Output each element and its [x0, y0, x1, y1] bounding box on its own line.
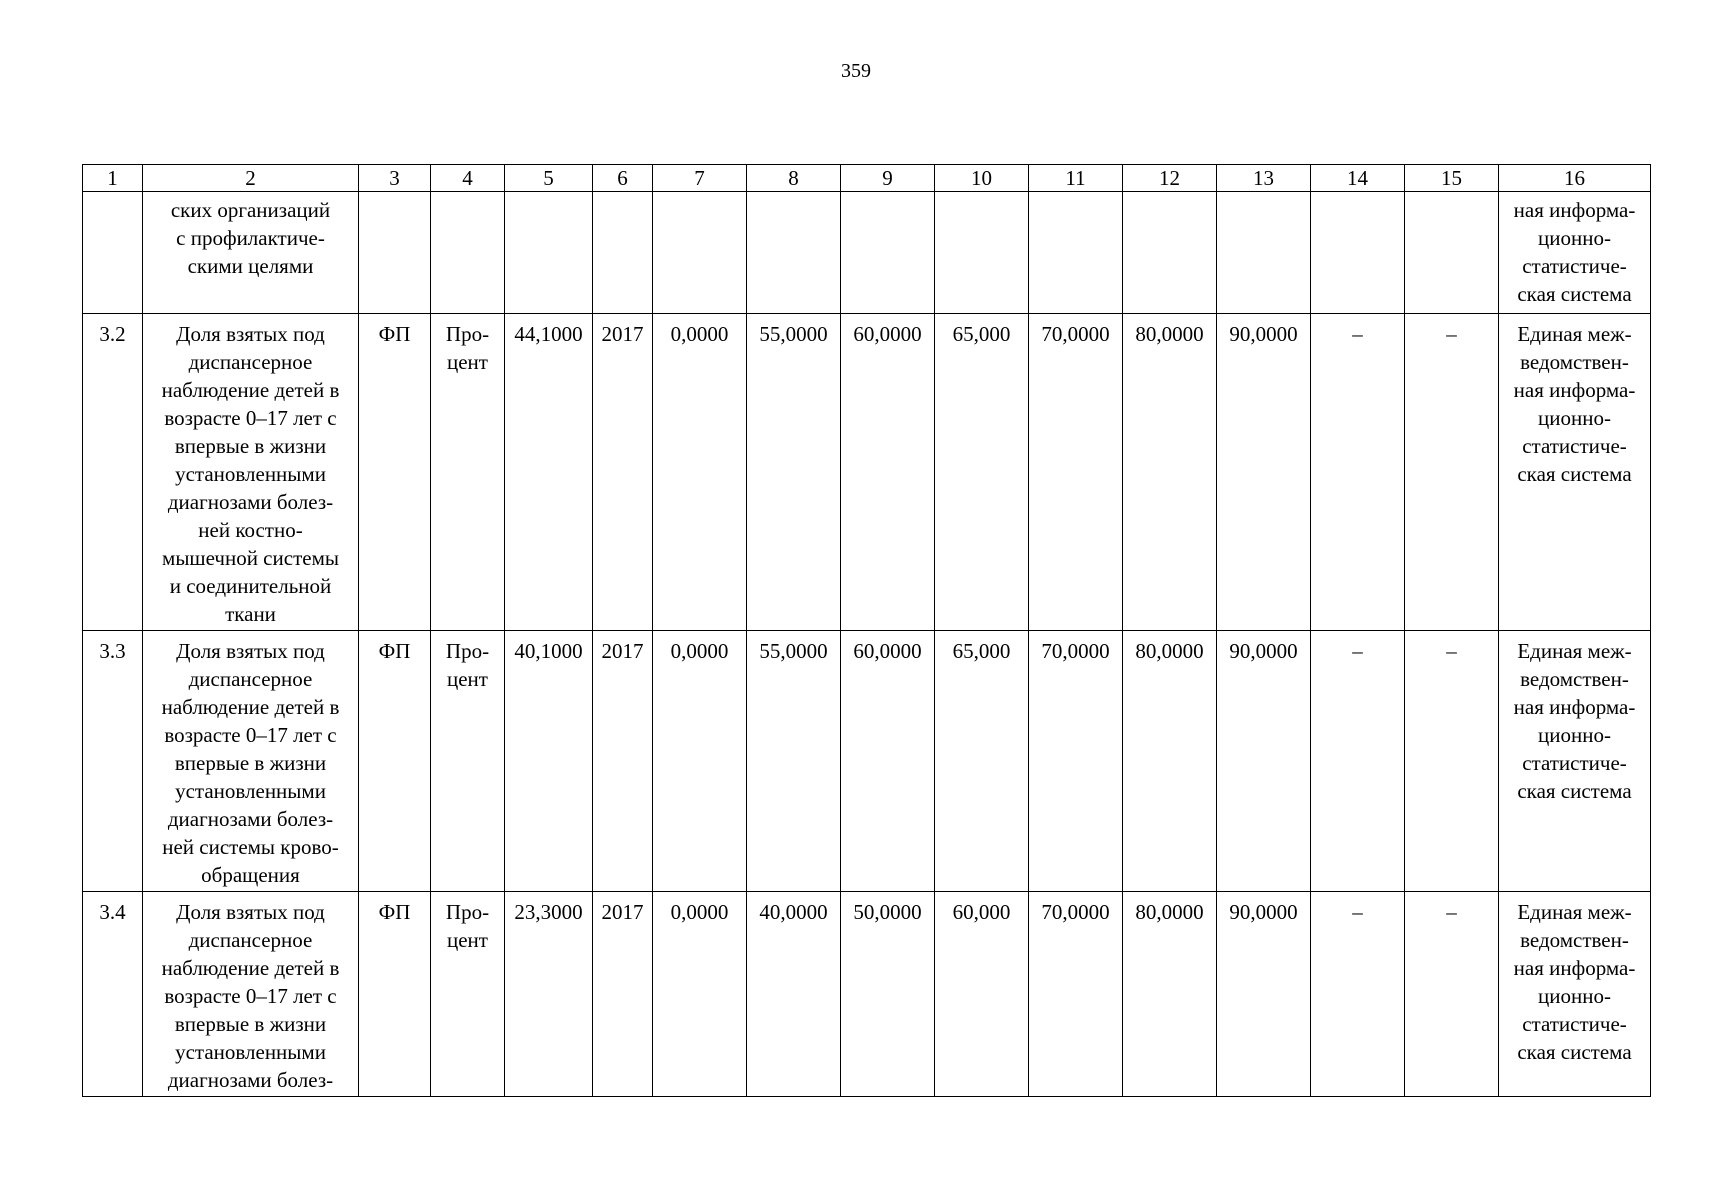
level-cell: ФП	[359, 631, 431, 892]
info-system-cell: Единая меж- ведомствен- ная информа- ционно- статистиче- ская система	[1499, 631, 1651, 892]
value-cell: 60,000	[935, 892, 1029, 1097]
col-header-14: 14	[1311, 165, 1405, 192]
info-system-cell: Единая меж- ведомствен- ная информа- ционно- статистиче- ская система	[1499, 892, 1651, 1097]
indicator-name-cell: Доля взятых под диспансерное наблюдение детей в возрасте 0–17 лет с впервые в жизни установленными диагнозами болез- ней костно- мышечной системы и соединительной ткани	[143, 314, 359, 631]
indicator-name-cell: Доля взятых под диспансерное наблюдение детей в возрасте 0–17 лет с впервые в жизни установленными диагнозами болез-	[143, 892, 359, 1097]
base-value-cell: 44,1000	[505, 314, 593, 631]
col-header-6: 6	[593, 165, 653, 192]
value-cell: 60,0000	[841, 631, 935, 892]
col-header-2: 2	[143, 165, 359, 192]
value-cell: 55,0000	[747, 314, 841, 631]
value-cell: 0,0000	[653, 314, 747, 631]
col-header-15: 15	[1405, 165, 1499, 192]
value-cell: 90,0000	[1217, 314, 1311, 631]
level-cell	[359, 192, 431, 314]
unit-cell: Про- цент	[431, 892, 505, 1097]
value-cell: 80,0000	[1123, 892, 1217, 1097]
base-value-cell: 40,1000	[505, 631, 593, 892]
col-header-16: 16	[1499, 165, 1651, 192]
col-header-4: 4	[431, 165, 505, 192]
value-cell	[1123, 192, 1217, 314]
value-cell: 80,0000	[1123, 631, 1217, 892]
value-cell	[1311, 192, 1405, 314]
value-cell: 90,0000	[1217, 631, 1311, 892]
table-row	[83, 631, 1651, 892]
base-year-cell	[593, 192, 653, 314]
value-cell	[1405, 192, 1499, 314]
value-cell: 70,0000	[1029, 631, 1123, 892]
value-cell: 65,000	[935, 314, 1029, 631]
value-cell: 0,0000	[653, 892, 747, 1097]
value-cell: –	[1405, 631, 1499, 892]
unit-cell	[431, 192, 505, 314]
level-cell: ФП	[359, 892, 431, 1097]
header-row	[83, 165, 1651, 192]
table-row	[83, 192, 1651, 314]
value-cell	[1029, 192, 1123, 314]
value-cell: –	[1311, 314, 1405, 631]
base-year-cell: 2017	[593, 631, 653, 892]
row-number-cell: 3.2	[83, 314, 143, 631]
unit-cell: Про- цент	[431, 314, 505, 631]
col-header-8: 8	[747, 165, 841, 192]
indicator-table	[82, 164, 1651, 1097]
value-cell: 0,0000	[653, 631, 747, 892]
value-cell: 80,0000	[1123, 314, 1217, 631]
indicator-name-cell: ских организаций с профилактиче- скими целями	[143, 192, 359, 314]
row-number-cell	[83, 192, 143, 314]
base-value-cell: 23,3000	[505, 892, 593, 1097]
col-header-13: 13	[1217, 165, 1311, 192]
value-cell: 65,000	[935, 631, 1029, 892]
value-cell: 40,0000	[747, 892, 841, 1097]
value-cell: 60,0000	[841, 314, 935, 631]
value-cell: –	[1311, 892, 1405, 1097]
value-cell: –	[1405, 314, 1499, 631]
base-year-cell: 2017	[593, 892, 653, 1097]
info-system-cell: ная информа- ционно- статистиче- ская система	[1499, 192, 1651, 314]
col-header-7: 7	[653, 165, 747, 192]
value-cell: –	[1405, 892, 1499, 1097]
level-cell: ФП	[359, 314, 431, 631]
value-cell	[747, 192, 841, 314]
value-cell: 55,0000	[747, 631, 841, 892]
value-cell	[841, 192, 935, 314]
table-row	[83, 314, 1651, 631]
value-cell: 90,0000	[1217, 892, 1311, 1097]
value-cell	[1217, 192, 1311, 314]
row-number-cell: 3.3	[83, 631, 143, 892]
col-header-1: 1	[83, 165, 143, 192]
value-cell: 50,0000	[841, 892, 935, 1097]
info-system-cell: Единая меж- ведомствен- ная информа- ционно- статистиче- ская система	[1499, 314, 1651, 631]
unit-cell: Про- цент	[431, 631, 505, 892]
indicator-name-cell: Доля взятых под диспансерное наблюдение детей в возрасте 0–17 лет с впервые в жизни установленными диагнозами болез- ней системы крово- обращения	[143, 631, 359, 892]
value-cell: 70,0000	[1029, 892, 1123, 1097]
col-header-10: 10	[935, 165, 1029, 192]
value-cell	[935, 192, 1029, 314]
page-number: 359	[841, 60, 871, 82]
value-cell: 70,0000	[1029, 314, 1123, 631]
col-header-12: 12	[1123, 165, 1217, 192]
row-number-cell: 3.4	[83, 892, 143, 1097]
base-value-cell	[505, 192, 593, 314]
base-year-cell: 2017	[593, 314, 653, 631]
col-header-9: 9	[841, 165, 935, 192]
col-header-3: 3	[359, 165, 431, 192]
col-header-11: 11	[1029, 165, 1123, 192]
col-header-5: 5	[505, 165, 593, 192]
value-cell: –	[1311, 631, 1405, 892]
table-row	[83, 892, 1651, 1097]
value-cell	[653, 192, 747, 314]
